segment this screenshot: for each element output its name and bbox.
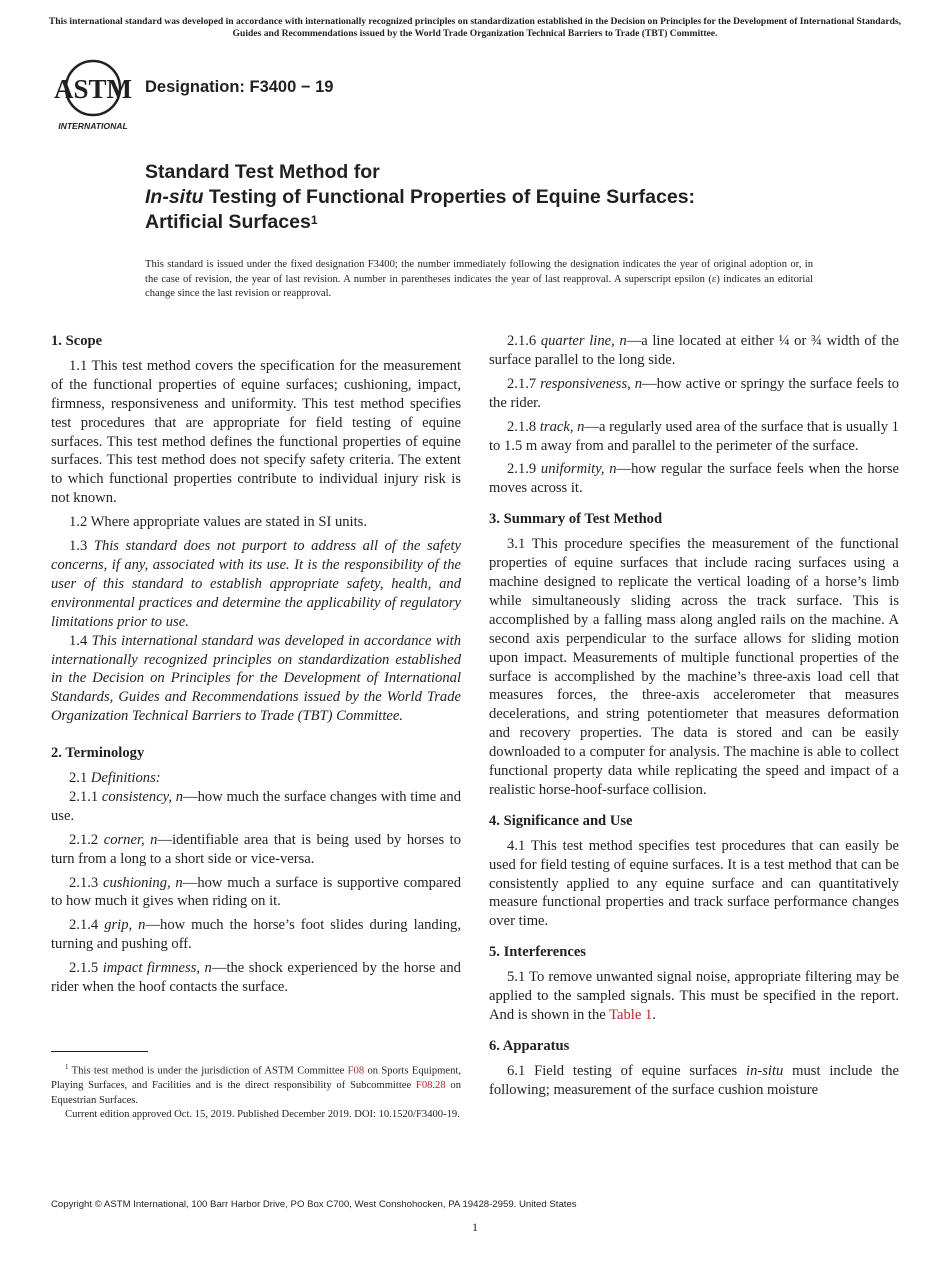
paragraph-3-1: 3.1 This procedure specifies the measurement of the functional properties of equine surfaces that include racing surfaces using a machine designed to replicate the vertical loading of a horse’s limb while simultaneously sliding across the track surface. This is accomplished by a falling mass along angled rails on the machine. A second axis perpendicular to the surface allows for sliding motion upon impact. Measurements of multiple functional properties of the surface is accomplished by the machine’s three-axis load cell that measures forces, the three-axis accelerometer that measures decelerations, and string potentiometer that measures deformation and recovery properties. The data is stored and can be easily downloaded to a computer for analysis. The machine is able to collect functional property data while replicating the speed and impact of a realistic horse-hoof-surface collision. (489, 536, 899, 798)
footnote (51, 1060, 461, 1123)
right-column (489, 332, 899, 1100)
section-heading-significance: 4. Significance and Use (489, 812, 633, 829)
section-heading-apparatus: 6. Apparatus (489, 1037, 570, 1054)
section-heading-terminology: 2. Terminology (51, 745, 145, 762)
footnote-edition: Current edition approved Oct. 15, 2019. Published December 2019. DOI: 10.1520/F3400-19. (65, 1109, 460, 1121)
f08-28-link[interactable]: F08.28 (415, 1080, 446, 1092)
logo-subtext: INTERNATIONAL (58, 121, 128, 131)
footnote-1: $^1$ This test method is under the jurisdiction of ASTM Committee F08 on Sports Equipment, Playing Surfaces, and Facilities and is the direct responsibility of Subcommittee F08.28 on Equestrian Surfaces. (51, 1063, 461, 1106)
header-notice: This international standard was developed in accordance with internationally recognized principles on standardization established in the Decision on Principles for the Development of International Standards, Guides and Recommendations issued by the World Trade Organization Technical Barriers to Trade (TBT) Committee. (48, 16, 902, 39)
astm-logo-graphic (52, 58, 134, 132)
term-2-1-4: 2.1.4 grip, n—how much the horse’s foot slides during landing, turning and pushing off. (51, 917, 461, 953)
page-number: 1 (472, 1220, 478, 1234)
f08-link[interactable]: F08 (347, 1065, 365, 1077)
paragraph-2-1: 2.1 Definitions: (69, 770, 161, 787)
astm-logo (52, 58, 134, 132)
term-2-1-6: 2.1.6 quarter line, n—a line located at either ¼ or ¾ width of the surface parallel to the long side. (489, 333, 899, 368)
footnote-rule (51, 1051, 148, 1052)
term-2-1-3: 2.1.3 cushioning, n—how much a surface is supportive compared to how much it gives when riding on it. (51, 874, 461, 910)
term-2-1-9: 2.1.9 uniformity, n—how regular the surface feels when the horse moves across it. (489, 461, 899, 497)
title-line-1: Standard Test Method for (145, 161, 380, 183)
logo-text: ASTM (53, 74, 133, 104)
paragraph-6-1: 6.1 Field testing of equine surfaces in-situ must include the following; measurement of the surface cushion moisture (489, 1062, 899, 1098)
term-2-1-2: 2.1.2 corner, n—identifiable area that is being used by horses to turn from a long to a short side or vice-versa. (51, 831, 462, 867)
title-footnote-mark: 1 (310, 213, 318, 227)
title-line-2: In-situ Testing of Functional Properties of Equine Surfaces: (145, 186, 696, 208)
title-line-3: Artificial Surfaces$^1$ (145, 211, 318, 233)
section-heading-summary: 3. Summary of Test Method (489, 511, 663, 528)
title-in-situ: In-situ (145, 186, 204, 208)
term-2-1-8: 2.1.8 track, n—a regularly used area of the surface that is usually 1 to 1.5 m away from and parallel to the perimeter of the surface. (489, 418, 899, 454)
left-column (51, 332, 461, 997)
paragraph-4-1: 4.1 This test method specifies test procedures that can easily be used for field testing of equine surfaces. It is a test method that can be consistently applied to any equine surface and can quantitatively measure functional properties and track surface performance changes over time. (489, 837, 899, 930)
term-2-1-5: 2.1.5 impact firmness, n—the shock experienced by the horse and rider when the hoof contacts the surface. (51, 960, 461, 996)
paragraph-1-4: 1.4 This international standard was developed in accordance with internationally recognized principles on standardization established in the Decision on Principles for the Development of International Standards, Guides and Recommendations issued by the World Trade Organization Technical Barriers to Trade (TBT) Committee. (51, 632, 462, 725)
intro-paragraph: This standard is issued under the fixed designation F3400; the number immediately following the designation indicates the year of original adoption or, in the case of revision, the year of last revision. A number in parentheses indicates the year of last reapproval. A superscript epsilon (ε) indicates an editorial change since the last revision or reapproval. (145, 259, 813, 299)
designation: Designation: F3400 − 19 (145, 78, 334, 96)
paragraph-5-1: 5.1 To remove unwanted signal noise, appropriate filtering may be applied to the sampled signals. This must be specified in the report. And is shown in the Table 1. (489, 969, 899, 1023)
document-title (145, 160, 865, 235)
paragraph-1-2: 1.2 Where appropriate values are stated in SI units. (69, 514, 367, 531)
section-heading-interferences: 5. Interferences (489, 944, 586, 961)
term-2-1-7: 2.1.7 responsiveness, n—how active or springy the surface feels to the rider. (489, 375, 899, 411)
paragraph-1-1: 1.1 This test method covers the specification for the measurement of the functional properties of equine surfaces; cushioning, impact, firmness, responsiveness and uniformity. This test method specifies test procedures that are appropriate for field testing of equine surfaces. This test method defines the functional properties of equine surfaces. This test method does not specify safety criteria. The extent to which functional properties contribute to individual injury risk is not known. (51, 357, 461, 507)
table-1-link[interactable]: Table 1 (609, 1007, 653, 1023)
copyright: Copyright © ASTM International, 100 Barr Harbor Drive, PO Box C700, West Conshohocken, PA 19428-2959. United States (51, 1199, 577, 1210)
paragraph-1-3: 1.3 This standard does not purport to address all of the safety concerns, if any, associated with its use. It is the responsibility of the user of this standard to establish appropriate safety, health, and environmental practices and determine the applicability of regulatory limitations prior to use. (51, 538, 461, 630)
section-heading-scope: 1. Scope (51, 333, 103, 349)
term-2-1-1: 2.1.1 consistency, n—how much the surface changes with time and use. (51, 788, 461, 824)
